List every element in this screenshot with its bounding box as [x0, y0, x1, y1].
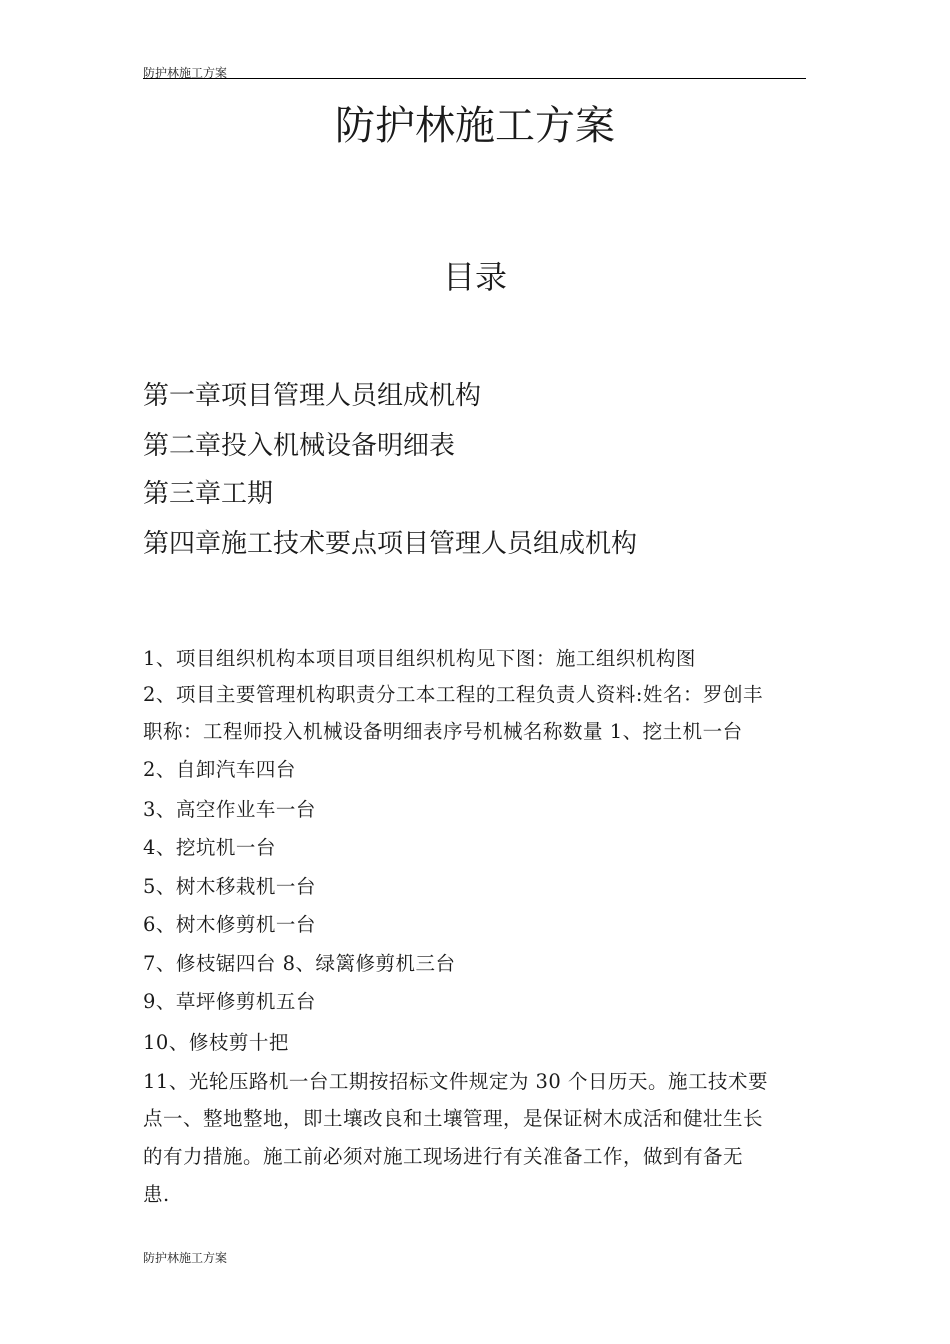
header-text: 防护林施工方案 — [143, 66, 228, 80]
toc-item-chapter-1: 第一章项目管理人员组成机构 — [143, 381, 482, 411]
body-line: 11、光轮压路机一台工期按招标文件规定为 30 个日历天。施工技术要 — [143, 1070, 769, 1093]
body-line: 7、修枝锯四台 8、绿篱修剪机三台 — [143, 952, 456, 975]
body-line: 2、自卸汽车四台 — [143, 758, 296, 781]
body-line: 5、树木移栽机一台 — [143, 875, 316, 898]
page-footer: 防护林施工方案 — [143, 1251, 228, 1265]
body-line: 9、草坪修剪机五台 — [143, 990, 316, 1013]
toc-item-chapter-3: 第三章工期 — [143, 479, 274, 509]
body-line: 1、项目组织机构本项目项目组织机构见下图：施工组织机构图 — [143, 647, 696, 670]
body-line: 职称：工程师投入机械设备明细表序号机械名称数量 1、挖土机一台 — [143, 720, 743, 743]
body-line: 点一、整地整地，即土壤改良和土壤管理，是保证树木成活和健壮生长 — [143, 1107, 764, 1130]
document-title: 防护林施工方案 — [335, 103, 615, 149]
toc-item-chapter-4: 第四章施工技术要点项目管理人员组成机构 — [143, 529, 638, 559]
body-line: 患. — [143, 1183, 170, 1206]
body-line: 2、项目主要管理机构职责分工本工程的工程负责人资料:姓名：罗创丰 — [143, 683, 763, 706]
page-header — [143, 62, 806, 79]
body-line: 10、修枝剪十把 — [143, 1031, 289, 1054]
toc-title: 目录 — [442, 258, 507, 296]
body-line: 3、高空作业车一台 — [143, 798, 316, 821]
body-line: 的有力措施。施工前必须对施工现场进行有关准备工作，做到有备无 — [143, 1145, 744, 1168]
body-line: 6、树木修剪机一台 — [143, 913, 316, 936]
toc-item-chapter-2: 第二章投入机械设备明细表 — [143, 431, 456, 461]
body-line: 4、挖坑机一台 — [143, 836, 276, 859]
